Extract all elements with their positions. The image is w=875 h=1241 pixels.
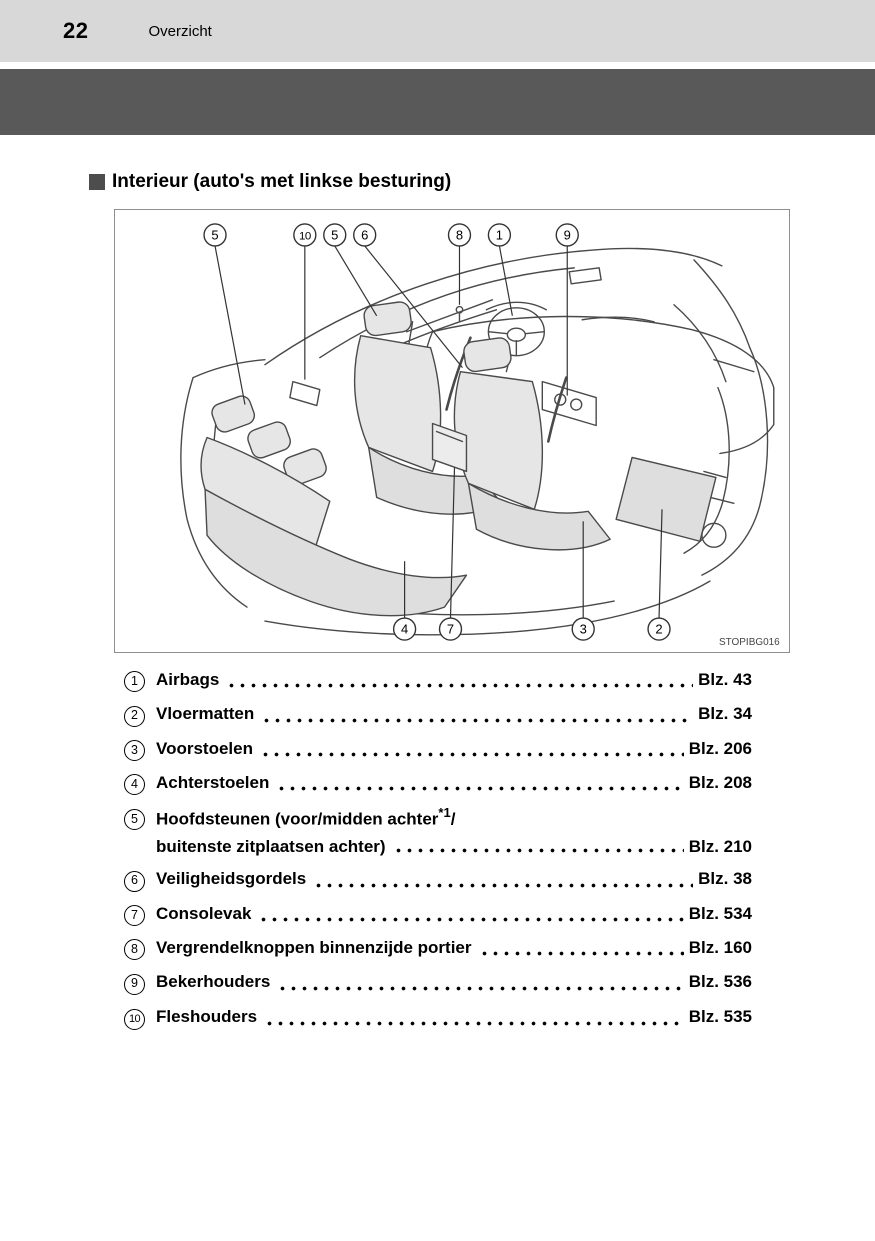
svg-text:1: 1 [495, 227, 504, 243]
list-item-consolevak [124, 903, 752, 926]
item-page-ref: Blz. 536 [688, 972, 752, 992]
item-page-ref: Blz. 210 [688, 837, 752, 857]
item-label: Fleshouders [156, 1006, 258, 1026]
item-label-line2: buitenste zitplaatsen achter) [156, 837, 386, 857]
item-page-ref: Blz. 535 [688, 1006, 752, 1026]
section-heading [89, 171, 875, 193]
page-number: 22 [63, 18, 89, 43]
section-title: Overzicht [148, 22, 212, 40]
list-item-achterstoelen [124, 772, 752, 795]
legend-list [124, 669, 752, 1030]
item-page-ref: Blz. 43 [698, 670, 752, 689]
list-item-vergrendelknoppen [124, 937, 752, 960]
item-number-badge: 9 [124, 974, 145, 995]
item-label: Veiligheidsgordels [156, 869, 307, 889]
dot-leader [479, 950, 684, 957]
chapter-band [0, 69, 875, 135]
dot-leader [264, 1020, 684, 1027]
item-label: Achterstoelen [156, 772, 270, 792]
item-number-badge: 10 [124, 1009, 145, 1030]
heading-text: Interieur (auto's met linkse besturing) [112, 171, 452, 192]
item-page-ref: Blz. 534 [688, 903, 752, 923]
svg-text:9: 9 [563, 227, 571, 243]
dot-leader [258, 916, 683, 923]
item-label-line1 [156, 806, 752, 830]
svg-text:6: 6 [361, 227, 369, 243]
item-page-ref: Blz. 160 [688, 938, 752, 958]
list-item-hoofdsteunen [124, 806, 752, 857]
item-number-badge: 1 [124, 671, 145, 692]
dot-leader [277, 985, 683, 992]
list-item-airbags [124, 669, 752, 692]
item-number-badge: 3 [124, 740, 145, 761]
page-header [0, 0, 875, 62]
dot-leader [276, 785, 683, 792]
car-interior-illustration [115, 210, 789, 652]
item-number-badge: 2 [124, 706, 145, 727]
svg-text:2: 2 [655, 621, 663, 637]
dot-leader [313, 882, 693, 889]
item-page-ref: Blz. 208 [688, 772, 752, 792]
svg-text:3: 3 [579, 621, 587, 637]
callout-1-airbags [488, 224, 512, 316]
item-label: Bekerhouders [156, 972, 271, 992]
item-page-ref: Blz. 206 [688, 738, 752, 758]
page-content [0, 171, 875, 1030]
dot-leader [261, 717, 693, 724]
item-label: Hoofdsteunen (voor/midden achter [156, 809, 439, 829]
interior-figure [114, 209, 790, 653]
callout-9-cup-holders [556, 224, 578, 396]
figure-code: STOPIBG016 [718, 637, 780, 649]
item-label: Vloermatten [156, 704, 255, 724]
item-number-badge: 6 [124, 871, 145, 892]
item-label: Consolevak [156, 903, 252, 923]
footnote-marker: *1 [438, 805, 451, 821]
item-label: Vergrendelknoppen binnenzijde portier [156, 938, 472, 958]
svg-text:10: 10 [298, 230, 311, 243]
svg-text:5: 5 [211, 227, 219, 243]
item-label-cont: / [450, 809, 456, 829]
item-number-badge: 8 [124, 939, 145, 960]
svg-text:4: 4 [400, 621, 409, 637]
svg-text:7: 7 [446, 621, 455, 637]
dot-leader [226, 682, 693, 689]
svg-text:8: 8 [455, 227, 464, 243]
dot-leader [260, 751, 684, 758]
callout-10-bottle-holder [294, 224, 316, 380]
list-item-fleshouders [124, 1006, 752, 1030]
item-label-line2-row [156, 836, 752, 857]
item-multiline [156, 806, 752, 857]
list-item-vloermatten [124, 703, 752, 726]
list-item-bekerhouders [124, 971, 752, 994]
svg-text:5: 5 [331, 227, 339, 243]
item-number-badge: 7 [124, 905, 145, 926]
list-item-voorstoelen [124, 738, 752, 761]
item-page-ref: Blz. 34 [698, 704, 752, 724]
item-number-badge: 4 [124, 774, 145, 795]
list-item-veiligheidsgordels [124, 868, 752, 891]
item-page-ref: Blz. 38 [698, 869, 752, 889]
item-label: Airbags [156, 670, 220, 689]
car-interior-sketch [181, 248, 774, 634]
callout-5-rear-headrests [204, 224, 245, 405]
dot-leader [393, 847, 684, 854]
item-number-badge: 5 [124, 809, 145, 830]
item-label: Voorstoelen [156, 738, 253, 758]
heading-square-icon [89, 174, 105, 190]
